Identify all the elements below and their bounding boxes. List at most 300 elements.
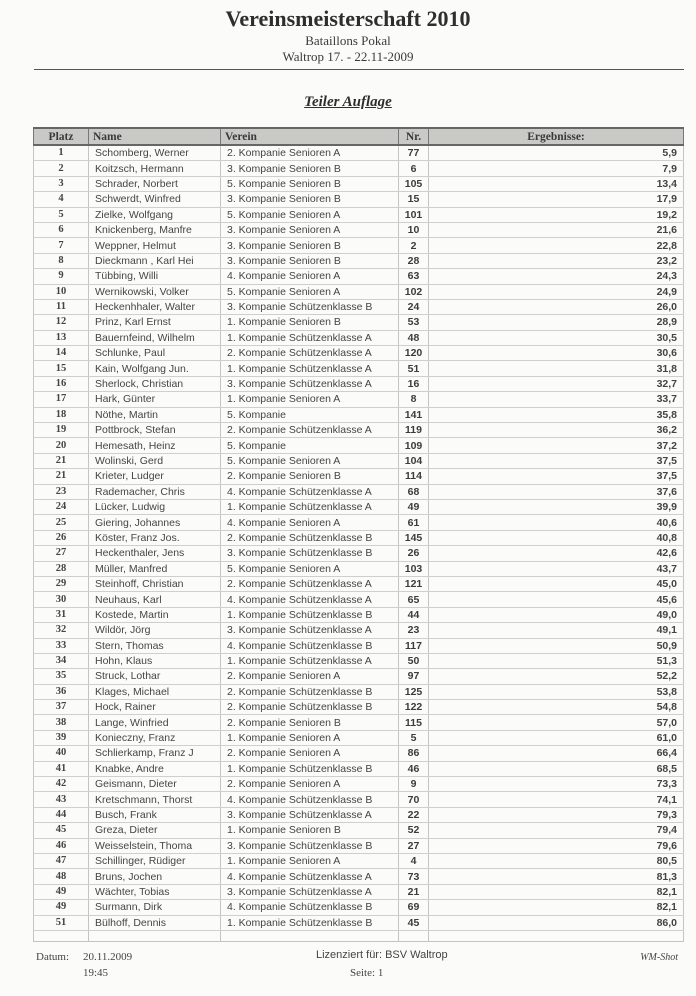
nr-cell: 68: [399, 484, 429, 499]
nr-cell: 86: [399, 746, 429, 761]
platz-cell: 27: [34, 546, 89, 561]
ergebnis-cell: 79,3: [429, 807, 684, 822]
verein-cell: 1. Kompanie Senioren B: [221, 823, 399, 838]
name-cell: Steinhoff, Christian: [89, 576, 221, 591]
platz-cell: 3: [34, 176, 89, 191]
event-location-dates: Waltrop 17. - 22.11-2009: [282, 49, 414, 64]
verein-cell: 3. Kompanie Schützenklasse A: [221, 623, 399, 638]
table-row: [34, 161, 684, 176]
platz-cell: 21: [34, 469, 89, 484]
footer-time: 19:45: [83, 967, 109, 979]
platz-cell: 51: [34, 915, 89, 930]
nr-cell: 24: [399, 299, 429, 314]
footer-date: 20.11.2009: [83, 951, 133, 963]
nr-cell: 97: [399, 669, 429, 684]
table-row: [34, 330, 684, 345]
platz-cell: 28: [34, 561, 89, 576]
table-row: [34, 653, 684, 668]
platz-cell: 23: [34, 484, 89, 499]
name-cell: Pottbrock, Stefan: [89, 423, 221, 438]
platz-cell: 31: [34, 607, 89, 622]
name-cell: Koitzsch, Hermann: [89, 161, 221, 176]
nr-cell: 125: [399, 684, 429, 699]
table-spacer-row: [34, 930, 684, 941]
verein-cell: 4. Kompanie Schützenklasse B: [221, 792, 399, 807]
platz-cell: 21: [34, 453, 89, 468]
nr-cell: 45: [399, 915, 429, 930]
nr-cell: 46: [399, 761, 429, 776]
name-cell: Krieter, Ludger: [89, 469, 221, 484]
name-cell: Schlunke, Paul: [89, 346, 221, 361]
name-cell: Weisselstein, Thoma: [89, 838, 221, 853]
verein-cell: 5. Kompanie Senioren A: [221, 453, 399, 468]
name-cell: Kretschmann, Thorst: [89, 792, 221, 807]
nr-cell: 2: [399, 238, 429, 253]
ergebnis-cell: 74,1: [429, 792, 684, 807]
verein-cell: 3. Kompanie Schützenklasse B: [221, 546, 399, 561]
verein-cell: 4. Kompanie Senioren A: [221, 269, 399, 284]
table-row: [34, 284, 684, 299]
verein-cell: 1. Kompanie Schützenklasse A: [221, 330, 399, 345]
nr-cell: 109: [399, 438, 429, 453]
nr-cell: 114: [399, 469, 429, 484]
table-row: [34, 546, 684, 561]
table-row: [34, 176, 684, 191]
platz-cell: 46: [34, 838, 89, 853]
name-cell: Sherlock, Christian: [89, 376, 221, 391]
table-row: [34, 669, 684, 684]
name-cell: Surmann, Dirk: [89, 900, 221, 915]
table-row: [34, 607, 684, 622]
verein-cell: 1. Kompanie Senioren A: [221, 392, 399, 407]
verein-cell: 2. Kompanie Schützenklasse B: [221, 684, 399, 699]
platz-cell: 25: [34, 515, 89, 530]
table-row: [34, 407, 684, 422]
verein-cell: 3. Kompanie Schützenklasse A: [221, 807, 399, 822]
ergebnis-cell: 33,7: [429, 392, 684, 407]
nr-cell: 50: [399, 653, 429, 668]
table-row: [34, 438, 684, 453]
table-row: [34, 499, 684, 514]
table-row: [34, 192, 684, 207]
nr-cell: 53: [399, 315, 429, 330]
nr-cell: 48: [399, 330, 429, 345]
ergebnis-cell: 51,3: [429, 653, 684, 668]
verein-cell: 3. Kompanie Senioren B: [221, 238, 399, 253]
nr-cell: 51: [399, 361, 429, 376]
verein-cell: 5. Kompanie Senioren A: [221, 284, 399, 299]
name-cell: Hock, Rainer: [89, 700, 221, 715]
nr-cell: 8: [399, 392, 429, 407]
platz-cell: 45: [34, 823, 89, 838]
ergebnis-cell: 57,0: [429, 715, 684, 730]
table-row: [34, 392, 684, 407]
name-cell: Struck, Lothar: [89, 669, 221, 684]
platz-cell: 10: [34, 284, 89, 299]
table-row: [34, 299, 684, 314]
ergebnis-cell: 80,5: [429, 853, 684, 868]
name-cell: Konieczny, Franz: [89, 730, 221, 745]
ergebnis-cell: 82,1: [429, 884, 684, 899]
nr-cell: 26: [399, 546, 429, 561]
name-cell: Wernikowski, Volker: [89, 284, 221, 299]
footer-page: [350, 967, 383, 979]
table-body: [34, 145, 684, 941]
platz-cell: 36: [34, 684, 89, 699]
verein-cell: 3. Kompanie Schützenklasse B: [221, 838, 399, 853]
name-cell: Klages, Michael: [89, 684, 221, 699]
nr-cell: 145: [399, 530, 429, 545]
ergebnis-cell: 32,7: [429, 376, 684, 391]
name-cell: Zielke, Wolfgang: [89, 207, 221, 222]
nr-cell: 4: [399, 853, 429, 868]
platz-cell: 15: [34, 361, 89, 376]
table-row: [34, 346, 684, 361]
table-row: [34, 592, 684, 607]
ergebnis-cell: 40,8: [429, 530, 684, 545]
name-cell: Hemesath, Heinz: [89, 438, 221, 453]
footer-software-name: WM-Shot: [640, 952, 678, 963]
verein-cell: 1. Kompanie Senioren A: [221, 730, 399, 745]
table-row: [34, 884, 684, 899]
ergebnis-cell: 24,9: [429, 284, 684, 299]
ergebnis-cell: 53,8: [429, 684, 684, 699]
name-cell: Schomberg, Werner: [89, 145, 221, 161]
verein-cell: 5. Kompanie: [221, 438, 399, 453]
nr-cell: 49: [399, 499, 429, 514]
platz-cell: 2: [34, 161, 89, 176]
table-row: [34, 222, 684, 237]
ergebnis-cell: 7,9: [429, 161, 684, 176]
ergebnis-cell: 79,4: [429, 823, 684, 838]
table-row: [34, 715, 684, 730]
column-header-verein: Verein: [221, 128, 399, 145]
verein-cell: 3. Kompanie Senioren B: [221, 253, 399, 268]
nr-cell: 69: [399, 900, 429, 915]
platz-cell: 19: [34, 423, 89, 438]
ergebnis-cell: 42,6: [429, 546, 684, 561]
platz-cell: 37: [34, 700, 89, 715]
ergebnis-cell: 23,2: [429, 253, 684, 268]
name-cell: Kain, Wolfgang Jun.: [89, 361, 221, 376]
ergebnis-cell: 39,9: [429, 499, 684, 514]
name-cell: Busch, Frank: [89, 807, 221, 822]
verein-cell: 5. Kompanie Senioren A: [221, 561, 399, 576]
verein-cell: 5. Kompanie Senioren A: [221, 207, 399, 222]
nr-cell: 121: [399, 576, 429, 591]
ergebnis-cell: 61,0: [429, 730, 684, 745]
platz-cell: 5: [34, 207, 89, 222]
ergebnis-cell: 50,9: [429, 638, 684, 653]
verein-cell: 2. Kompanie Schützenklasse B: [221, 700, 399, 715]
name-cell: Knabke, Andre: [89, 761, 221, 776]
nr-cell: 73: [399, 869, 429, 884]
verein-cell: 1. Kompanie Schützenklasse A: [221, 499, 399, 514]
name-cell: Lücker, Ludwig: [89, 499, 221, 514]
ergebnis-cell: 22,8: [429, 238, 684, 253]
verein-cell: 4. Kompanie Schützenklasse A: [221, 592, 399, 607]
platz-cell: 32: [34, 623, 89, 638]
table-row: [34, 746, 684, 761]
table-row: [34, 530, 684, 545]
verein-cell: 2. Kompanie Senioren B: [221, 469, 399, 484]
name-cell: Schrader, Norbert: [89, 176, 221, 191]
ergebnis-cell: 52,2: [429, 669, 684, 684]
footer-page-label: Seite:: [350, 967, 376, 979]
platz-cell: 16: [34, 376, 89, 391]
nr-cell: 9: [399, 777, 429, 792]
name-cell: Hohn, Klaus: [89, 653, 221, 668]
platz-cell: 49: [34, 900, 89, 915]
document-title: Vereinsmeisterschaft 2010: [225, 6, 471, 31]
verein-cell: 4. Kompanie Schützenklasse A: [221, 484, 399, 499]
column-header-ergebnisse: Ergebnisse:: [429, 128, 684, 145]
verein-cell: 2. Kompanie Schützenklasse A: [221, 576, 399, 591]
name-cell: Köster, Franz Jos.: [89, 530, 221, 545]
verein-cell: 5. Kompanie: [221, 407, 399, 422]
platz-cell: 29: [34, 576, 89, 591]
platz-cell: 47: [34, 853, 89, 868]
nr-cell: 77: [399, 145, 429, 161]
name-cell: Heckenthaler, Jens: [89, 546, 221, 561]
platz-cell: 49: [34, 884, 89, 899]
verein-cell: 5. Kompanie Senioren B: [221, 176, 399, 191]
table-row: [34, 900, 684, 915]
verein-cell: 1. Kompanie Senioren A: [221, 853, 399, 868]
ergebnis-cell: 21,6: [429, 222, 684, 237]
verein-cell: 1. Kompanie Schützenklasse A: [221, 653, 399, 668]
name-cell: Bauernfeind, Wilhelm: [89, 330, 221, 345]
verein-cell: 3. Kompanie Senioren B: [221, 192, 399, 207]
table-row: [34, 253, 684, 268]
verein-cell: 1. Kompanie Schützenklasse A: [221, 361, 399, 376]
table-row: [34, 792, 684, 807]
ergebnis-cell: 5,9: [429, 145, 684, 161]
table-row: [34, 453, 684, 468]
verein-cell: 4. Kompanie Schützenklasse A: [221, 869, 399, 884]
name-cell: Schillinger, Rüdiger: [89, 853, 221, 868]
ergebnis-cell: 30,5: [429, 330, 684, 345]
verein-cell: 2. Kompanie Schützenklasse A: [221, 346, 399, 361]
nr-cell: 141: [399, 407, 429, 422]
verein-cell: 4. Kompanie Schützenklasse B: [221, 638, 399, 653]
name-cell: Bruns, Jochen: [89, 869, 221, 884]
name-cell: Wächter, Tobias: [89, 884, 221, 899]
ergebnis-cell: 31,8: [429, 361, 684, 376]
platz-cell: 24: [34, 499, 89, 514]
ergebnis-cell: 37,2: [429, 438, 684, 453]
table-row: [34, 561, 684, 576]
nr-cell: 104: [399, 453, 429, 468]
nr-cell: 120: [399, 346, 429, 361]
table-row: [34, 838, 684, 853]
name-cell: Schwerdt, Winfred: [89, 192, 221, 207]
table-row: [34, 469, 684, 484]
platz-cell: 33: [34, 638, 89, 653]
table-row: [34, 423, 684, 438]
platz-cell: 13: [34, 330, 89, 345]
name-cell: Knickenberg, Manfre: [89, 222, 221, 237]
table-row: [34, 761, 684, 776]
platz-cell: 4: [34, 192, 89, 207]
verein-cell: 1. Kompanie Schützenklasse B: [221, 915, 399, 930]
platz-cell: 14: [34, 346, 89, 361]
verein-cell: 3. Kompanie Schützenklasse A: [221, 376, 399, 391]
table-row: [34, 823, 684, 838]
table-row: [34, 376, 684, 391]
document-subtitle: Bataillons Pokal: [305, 33, 391, 48]
table-row: [34, 730, 684, 745]
ergebnis-cell: 37,5: [429, 469, 684, 484]
platz-cell: 40: [34, 746, 89, 761]
table-header-row: [34, 128, 684, 145]
ergebnis-cell: 49,0: [429, 607, 684, 622]
nr-cell: 122: [399, 700, 429, 715]
table-row: [34, 207, 684, 222]
platz-cell: 44: [34, 807, 89, 822]
ergebnis-cell: 37,6: [429, 484, 684, 499]
verein-cell: 2. Kompanie Schützenklasse A: [221, 423, 399, 438]
name-cell: Müller, Manfred: [89, 561, 221, 576]
platz-cell: 42: [34, 777, 89, 792]
verein-cell: 4. Kompanie Senioren A: [221, 515, 399, 530]
verein-cell: 2. Kompanie Senioren A: [221, 145, 399, 161]
nr-cell: 23: [399, 623, 429, 638]
table-row: [34, 777, 684, 792]
ergebnis-cell: 86,0: [429, 915, 684, 930]
platz-cell: 34: [34, 653, 89, 668]
nr-cell: 44: [399, 607, 429, 622]
ergebnis-cell: 24,3: [429, 269, 684, 284]
table-row: [34, 700, 684, 715]
nr-cell: 101: [399, 207, 429, 222]
verein-cell: 2. Kompanie Senioren A: [221, 669, 399, 684]
name-cell: Greza, Dieter: [89, 823, 221, 838]
footer-license: Lizenziert für: BSV Waltrop: [316, 949, 448, 961]
name-cell: Nöthe, Martin: [89, 407, 221, 422]
name-cell: Weppner, Helmut: [89, 238, 221, 253]
platz-cell: 11: [34, 299, 89, 314]
platz-cell: 20: [34, 438, 89, 453]
platz-cell: 30: [34, 592, 89, 607]
nr-cell: 119: [399, 423, 429, 438]
ergebnis-cell: 13,4: [429, 176, 684, 191]
ergebnis-cell: 49,1: [429, 623, 684, 638]
nr-cell: 52: [399, 823, 429, 838]
nr-cell: 15: [399, 192, 429, 207]
verein-cell: 3. Kompanie Schützenklasse B: [221, 299, 399, 314]
nr-cell: 63: [399, 269, 429, 284]
platz-cell: 17: [34, 392, 89, 407]
nr-cell: 117: [399, 638, 429, 653]
platz-cell: 35: [34, 669, 89, 684]
table-row: [34, 684, 684, 699]
platz-cell: 7: [34, 238, 89, 253]
name-cell: Bülhoff, Dennis: [89, 915, 221, 930]
table-row: [34, 315, 684, 330]
platz-cell: 41: [34, 761, 89, 776]
nr-cell: 28: [399, 253, 429, 268]
name-cell: Schlierkamp, Franz J: [89, 746, 221, 761]
ergebnis-cell: 26,0: [429, 299, 684, 314]
platz-cell: 6: [34, 222, 89, 237]
table-row: [34, 238, 684, 253]
nr-cell: 102: [399, 284, 429, 299]
name-cell: Wolinski, Gerd: [89, 453, 221, 468]
ergebnis-cell: 66,4: [429, 746, 684, 761]
verein-cell: 4. Kompanie Schützenklasse B: [221, 900, 399, 915]
name-cell: Heckenhhaler, Walter: [89, 299, 221, 314]
table-row: [34, 869, 684, 884]
ergebnis-cell: 43,7: [429, 561, 684, 576]
name-cell: Stern, Thomas: [89, 638, 221, 653]
ergebnis-cell: 28,9: [429, 315, 684, 330]
table-row: [34, 269, 684, 284]
column-header-name: Name: [89, 128, 221, 145]
table-row: [34, 361, 684, 376]
platz-cell: 39: [34, 730, 89, 745]
ergebnis-cell: 81,3: [429, 869, 684, 884]
ergebnis-cell: 68,5: [429, 761, 684, 776]
platz-cell: 26: [34, 530, 89, 545]
footer-page-number: 1: [377, 967, 384, 979]
footer-date-label: Datum:: [36, 951, 69, 963]
platz-cell: 38: [34, 715, 89, 730]
verein-cell: 2. Kompanie Schützenklasse B: [221, 530, 399, 545]
results-table: [33, 127, 684, 942]
name-cell: Geismann, Dieter: [89, 777, 221, 792]
column-header-nr: Nr.: [399, 128, 429, 145]
verein-cell: 3. Kompanie Schützenklasse A: [221, 884, 399, 899]
verein-cell: 1. Kompanie Schützenklasse B: [221, 761, 399, 776]
table-row: [34, 807, 684, 822]
ergebnis-cell: 36,2: [429, 423, 684, 438]
name-cell: Lange, Winfried: [89, 715, 221, 730]
name-cell: Wildör, Jörg: [89, 623, 221, 638]
table-row: [34, 915, 684, 930]
platz-cell: 12: [34, 315, 89, 330]
name-cell: Kostede, Martin: [89, 607, 221, 622]
verein-cell: 2. Kompanie Senioren B: [221, 715, 399, 730]
nr-cell: 27: [399, 838, 429, 853]
nr-cell: 6: [399, 161, 429, 176]
nr-cell: 65: [399, 592, 429, 607]
platz-cell: 8: [34, 253, 89, 268]
nr-cell: 21: [399, 884, 429, 899]
platz-cell: 43: [34, 792, 89, 807]
platz-cell: 9: [34, 269, 89, 284]
header-divider: [34, 69, 684, 70]
name-cell: Prinz, Karl Ernst: [89, 315, 221, 330]
ergebnis-cell: 54,8: [429, 700, 684, 715]
ergebnis-cell: 45,6: [429, 592, 684, 607]
nr-cell: 70: [399, 792, 429, 807]
name-cell: Giering, Johannes: [89, 515, 221, 530]
ergebnis-cell: 82,1: [429, 900, 684, 915]
table-row: [34, 145, 684, 161]
nr-cell: 22: [399, 807, 429, 822]
ergebnis-cell: 19,2: [429, 207, 684, 222]
ergebnis-cell: 17,9: [429, 192, 684, 207]
nr-cell: 61: [399, 515, 429, 530]
column-header-platz: Platz: [34, 128, 89, 145]
platz-cell: 1: [34, 145, 89, 161]
name-cell: Tübbing, Willi: [89, 269, 221, 284]
name-cell: Hark, Günter: [89, 392, 221, 407]
platz-cell: 48: [34, 869, 89, 884]
table-row: [34, 484, 684, 499]
ergebnis-cell: 35,8: [429, 407, 684, 422]
